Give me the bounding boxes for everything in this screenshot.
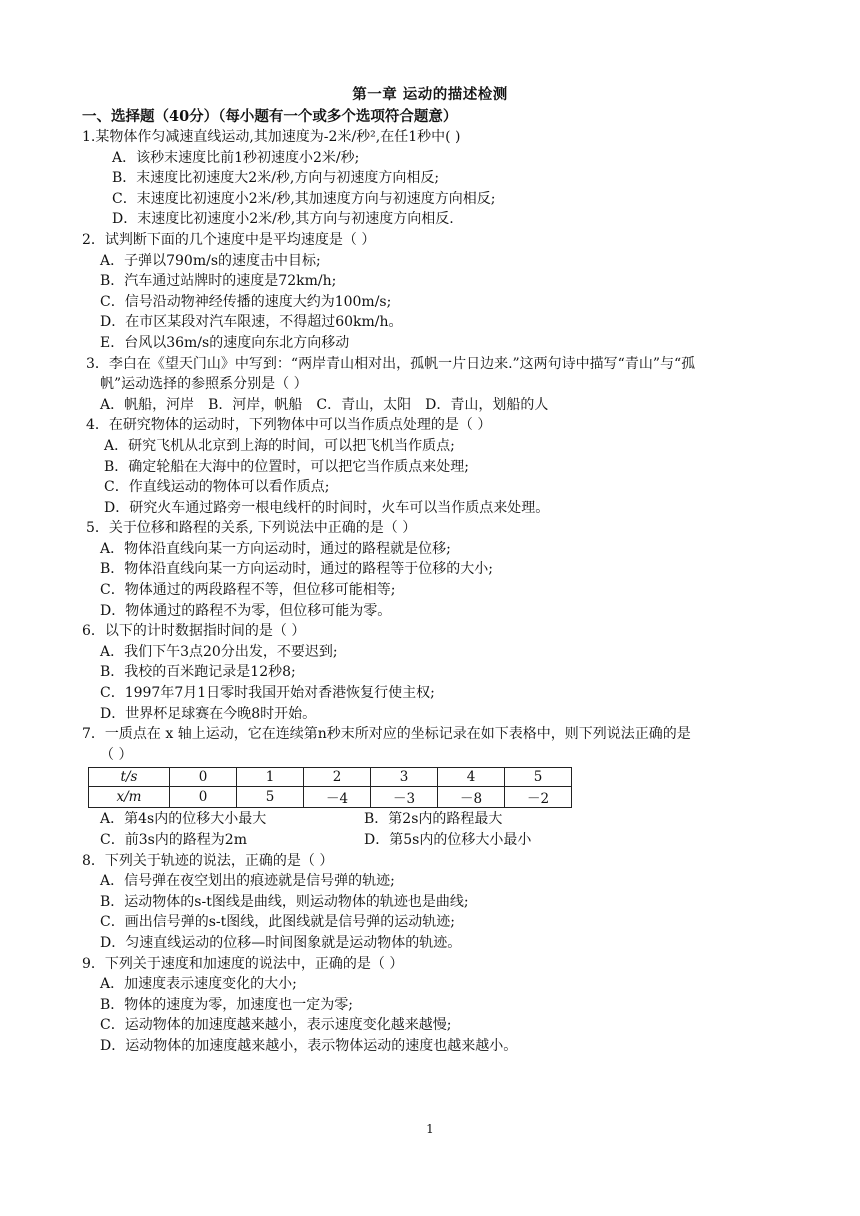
option-d: D．研究火车通过路旁一根电线杆的时间时，火车可以当作质点来处理。: [104, 499, 550, 516]
option-a: A．研究飞机从北京到上海的时间，可以把飞机当作质点;: [104, 437, 455, 454]
option-c: C．末速度比初速度小2米/秒,其加速度方向与初速度方向相反;: [112, 190, 496, 207]
question-stem: 4．在研究物体的运动时，下列物体中可以当作质点处理的是（ ）: [86, 417, 492, 434]
option-a: A．加速度表示速度变化的大小;: [100, 976, 297, 993]
question-8: [82, 851, 802, 954]
option-a: A．第4s内的位移大小最大: [100, 811, 267, 828]
option-d: D．在市区某段对汽车限速，不得超过60km/h。: [100, 314, 403, 331]
question-stem: 6．以下的计时数据指时间的是（ ）: [82, 623, 306, 640]
option-d: D．青山，划船的人: [425, 396, 549, 413]
question-4: [82, 415, 802, 518]
option-d: D．世界杯足球赛在今晚8时开始。: [100, 705, 317, 722]
question-9: [82, 954, 802, 1057]
question-5: [82, 518, 802, 621]
option-a: A．物体沿直线向某一方向运动时，通过的路程就是位移;: [100, 540, 451, 557]
table-cell: 5: [237, 787, 304, 808]
option-b: B．第2s内的路程最大: [364, 811, 503, 828]
coordinate-table: [88, 767, 572, 808]
option-a: A．我们下午3点20分出发，不要迟到;: [100, 643, 338, 660]
question-stem: 2．试判断下面的几个速度中是平均速度是（ ）: [82, 231, 376, 248]
table-cell: 3: [371, 768, 438, 787]
option-c: C．1997年7月1日零时我国开始对香港恢复行使主权;: [100, 685, 435, 702]
option-grid: [82, 809, 802, 850]
option-b: B．我校的百米跑记录是12秒8;: [100, 664, 296, 681]
page-title: 第一章 运动的描述检测: [352, 86, 508, 103]
option-c: C．运动物体的加速度越来越小，表示速度变化越来越慢;: [100, 1017, 452, 1034]
option-row: [82, 395, 802, 416]
table-cell: 0: [170, 768, 237, 787]
question-2: [82, 230, 802, 354]
option-c: C．画出信号弹的s-t图线，此图线就是信号弹的运动轨迹;: [100, 914, 455, 931]
question-3: [82, 354, 802, 416]
table-cell: 5: [505, 768, 572, 787]
table-row-position: [89, 787, 572, 808]
option-b: B．汽车通过站牌时的速度是72km/h;: [100, 273, 337, 290]
option-e: E．台风以36m/s的速度向东北方向移动: [100, 334, 350, 351]
option-c: C．青山，太阳: [316, 396, 412, 413]
option-c: C．物体通过的两段路程不等，但位移可能相等;: [100, 582, 396, 599]
option-d: D．第5s内的位移大小最小: [364, 832, 532, 848]
option-b: B．物体沿直线向某一方向运动时，通过的路程等于位移的大小;: [100, 561, 494, 578]
table-cell: －2: [505, 787, 572, 808]
option-c: C．作直线运动的物体可以看作质点;: [104, 479, 330, 496]
table-cell: 2: [304, 768, 371, 787]
question-list: [82, 127, 802, 1057]
table-cell: －4: [304, 787, 371, 808]
question-stem: 1.某物体作匀减速直线运动,其加速度为-2米/秒²,在任1秒中( ): [82, 129, 461, 145]
option-d: D．末速度比初速度小2米/秒,其方向与初速度方向相反.: [112, 211, 454, 228]
table-cell: 1: [237, 768, 304, 787]
option-a: A．子弹以790m/s的速度击中目标;: [100, 252, 321, 269]
option-a: A．信号弹在夜空划出的痕迹就是信号弹的轨迹;: [100, 873, 395, 890]
page-number: 1: [426, 1122, 434, 1136]
table-row-header: x/m: [89, 787, 170, 808]
question-stem: 8．下列关于轨迹的说法，正确的是（ ）: [82, 852, 334, 869]
option-b: B．物体的速度为零，加速度也一定为零;: [100, 996, 354, 1013]
option-c: C．信号沿动物神经传播的速度大约为100m/s;: [100, 293, 392, 310]
table-cell: 4: [438, 768, 505, 787]
option-b: B．确定轮船在大海中的位置时，可以把它当作质点来处理;: [104, 458, 470, 475]
table-row-time: [89, 768, 572, 787]
question-7: [82, 724, 802, 850]
option-a: A．该秒末速度比前1秒初速度小2米/秒;: [112, 149, 360, 166]
option-b: B．末速度比初速度大2米/秒,方向与初速度方向相反;: [112, 170, 440, 187]
question-stem-line-1: 7．一质点在 x 轴上运动，它在连续第n秒末所对应的坐标记录在如下表格中，则下列说法正确的是: [82, 726, 691, 743]
option-d: D．物体通过的路程不为零，但位移可能为零。: [100, 602, 392, 619]
option-a: A．帆船，河岸: [100, 396, 195, 413]
table-cell: 0: [170, 787, 237, 808]
table-cell: －8: [438, 787, 505, 808]
question-6: [82, 621, 802, 724]
option-c: C．前3s内的路程为2m: [100, 832, 247, 848]
option-d: D．运动物体的加速度越来越小，表示物体运动的速度也越来越小。: [100, 1037, 518, 1054]
section-heading: 一、选择题（40分）（每小题有一个或多个选项符合题意）: [82, 108, 458, 125]
question-stem: 5．关于位移和路程的关系, 下列说法中正确的是（ ）: [86, 520, 417, 537]
question-stem-line-2: 帆”运动选择的参照系分别是（ ）: [100, 376, 308, 393]
option-b: B．河岸，帆船: [208, 396, 303, 413]
option-b: B．运动物体的s-t图线是曲线，则运动物体的轨迹也是曲线;: [100, 893, 469, 910]
question-1: [82, 127, 802, 230]
question-stem-line-1: 3．李白在《望天门山》中写到：“两岸青山相对出，孤帆一片日边来.”这两句诗中描写“青山”与“孤: [86, 355, 696, 372]
option-d: D．匀速直线运动的位移—时间图象就是运动物体的轨迹。: [100, 934, 462, 951]
table-cell: －3: [371, 787, 438, 808]
question-stem: 9．下列关于速度和加速度的说法中，正确的是（ ）: [82, 955, 404, 972]
question-stem-line-2: （ ）: [100, 746, 133, 763]
table-row-header: t/s: [89, 768, 170, 787]
